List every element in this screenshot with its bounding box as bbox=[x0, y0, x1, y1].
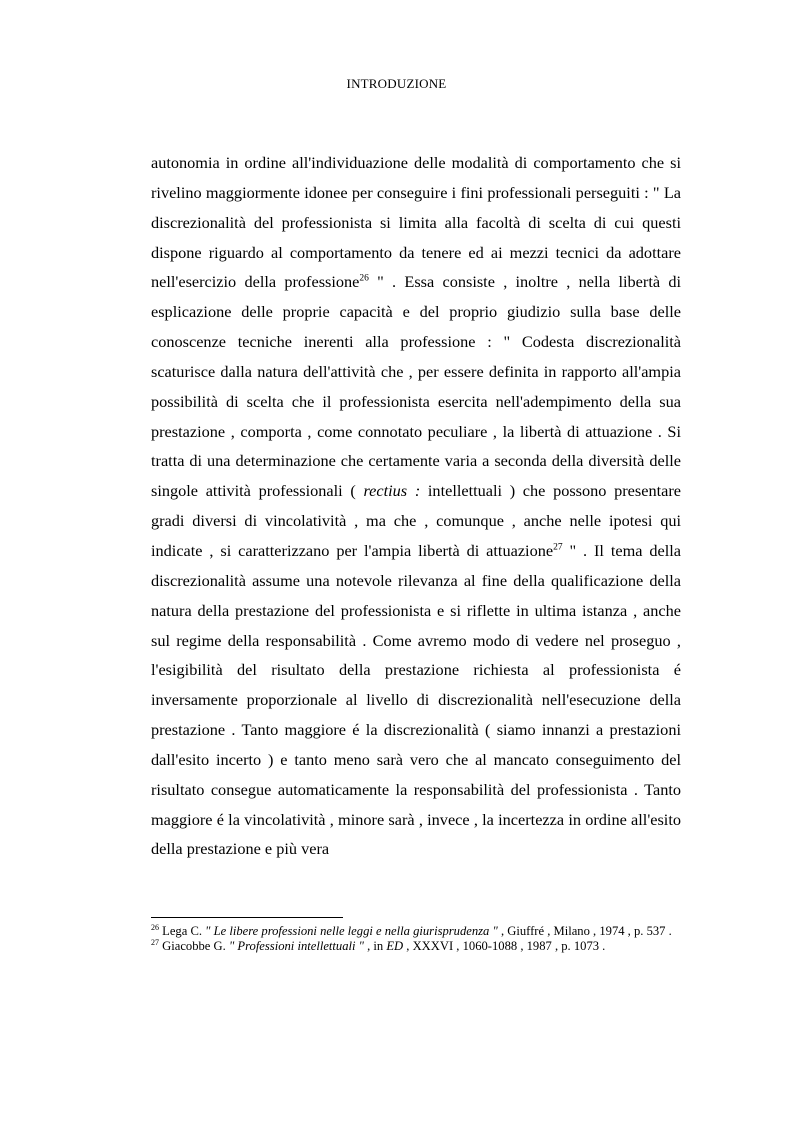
body-segment: autonomia in ordine all'individuazione delle modalità di comportamento che si rivelino maggiormente idonee per conseguire i fini professionali perseguiti : " La discrezionalità del professionista si limita alla facoltà di scelta di cui questi dispone riguardo al comportamento da tenere ed ai mezzi tecnici da adottare nell'esercizio della professione bbox=[151, 153, 681, 292]
footnote-divider bbox=[151, 917, 343, 918]
footnote-ref-27[interactable]: 27 bbox=[553, 542, 563, 553]
body-segment: " . Essa consiste , inoltre , nella libertà di esplicazione delle proprie capacità e del proprio giudizio sulla base delle conoscenze tecniche inerenti alla professione : " Codesta discrezionalità scaturisce dalla natura dell'attività che , per essere definita in rapporto all'ampia possibilità di scelta che il professionista esercita nell'adempimento della sua prestazione , comporta , come connotato peculiare , la libertà di attuazione . Si tratta di una determinazione che certamente varia a seconda della diversità delle singole attività professionali ( bbox=[151, 272, 681, 501]
footnote-source: ED bbox=[386, 939, 404, 953]
body-text bbox=[151, 148, 681, 864]
footnote-author: Lega C. bbox=[159, 924, 206, 938]
footnote-publication: , XXXVI , 1060-1088 , 1987 , p. 1073 . bbox=[403, 939, 606, 953]
body-paragraph bbox=[151, 148, 681, 864]
footnote-connector: , in bbox=[363, 939, 387, 953]
footnote-title: " Professioni intellettuali " bbox=[228, 939, 364, 953]
footnote-number: 27 bbox=[151, 937, 159, 947]
footnote-publication: , Giuffré , Milano , 1974 , p. 537 . bbox=[497, 924, 672, 938]
footnote-author: Giacobbe G. bbox=[159, 939, 229, 953]
running-header: INTRODUZIONE bbox=[346, 76, 447, 91]
body-italic-segment: rectius : bbox=[363, 481, 421, 501]
footnote-26 bbox=[151, 924, 681, 939]
footnotes bbox=[151, 924, 681, 954]
footnote-27 bbox=[151, 939, 681, 954]
body-segment: " . Il tema della discrezionalità assume una notevole rilevanza al fine della qualificazione della natura della prestazione del professionista e si riflette in ultima istanza , anche sul regime della responsabilità . Come avremo modo di vedere nel proseguo , l'esigibilità del risultato della prestazione richiesta al professionista é inversamente proporzionale al livello di discrezionalità nell'esecuzione della prestazione . Tanto maggiore é la discrezionalità ( siamo innanzi a prestazioni dall'esito incerto ) e tanto meno sarà vero che al mancato conseguimento del risultato consegue automaticamente la responsabilità del professionista . Tanto maggiore é la vincolatività , minore sarà , invece , la incertezza in ordine all'esito della prestazione e più vera bbox=[151, 540, 681, 859]
footnote-ref-26[interactable]: 26 bbox=[359, 273, 369, 284]
footnote-title: " Le libere professioni nelle leggi e nella giurisprudenza " bbox=[205, 924, 498, 938]
body-segment: intellettuali ) che possono presentare gradi diversi di vincolatività , ma che , comunque , anche nelle ipotesi qui indicate , si caratterizzano per l'ampia libertà di attuazione bbox=[151, 481, 681, 560]
footnote-number: 26 bbox=[151, 922, 159, 932]
